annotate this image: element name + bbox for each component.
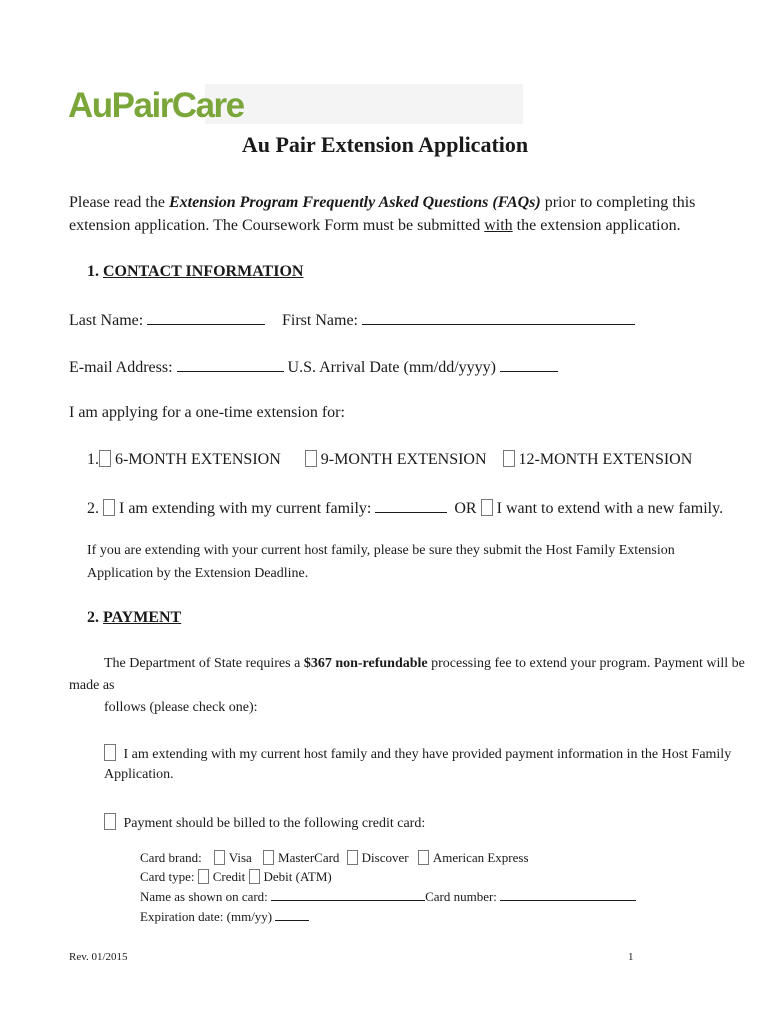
applying-label: I am applying for a one-time extension for: — [69, 404, 345, 421]
payment-option-host: I am extending with my current host family and they have provided payment information in the Host Family — [104, 744, 731, 763]
page-title: Au Pair Extension Application — [241, 132, 529, 157]
current-family-field[interactable] — [375, 498, 447, 513]
checkbox-card-payment[interactable] — [104, 813, 116, 830]
checkbox-credit[interactable] — [198, 869, 209, 884]
fee-statement: The Department of State requires a $367 non-refundable processing fee to extend your program. Payment will be — [104, 656, 745, 671]
checkbox-6-month[interactable] — [99, 450, 111, 467]
fee-statement-cont: made as — [69, 678, 115, 693]
section-1-heading: 1. CONTACT INFORMATION — [87, 263, 304, 280]
payment-option-card: Payment should be billed to the following credit card: — [104, 813, 425, 832]
expiration-field[interactable] — [275, 908, 309, 921]
checkbox-current-family[interactable] — [103, 499, 115, 516]
checkbox-debit[interactable] — [249, 869, 260, 884]
last-name-row: Last Name: — [69, 310, 265, 330]
payment-instructions: follows (please check one): — [104, 700, 258, 715]
email-row: E-mail Address: U.S. Arrival Date (mm/dd/yyyy) — [69, 357, 558, 377]
checkbox-mastercard[interactable] — [263, 850, 274, 865]
card-type-row: Card type: Credit Debit (ATM) — [140, 869, 332, 884]
extension-length-row: 1. 6-MONTH EXTENSION 9-MONTH EXTENSION 12-MONTH EXTENSION — [87, 451, 693, 468]
expiration-row: Expiration date: (mm/yy) — [140, 908, 309, 925]
family-choice-row: 2. I am extending with my current family: OR I want to extend with a new family. — [87, 500, 724, 517]
brand-logo: AuPairCare — [68, 86, 244, 125]
intro-line-1: Please read the Extension Program Frequently Asked Questions (FAQs) prior to completing this — [69, 194, 696, 211]
intro-line-2: extension application. The Coursework Form must be submitted with the extension application. — [69, 217, 681, 234]
checkbox-amex[interactable] — [418, 850, 429, 865]
checkbox-discover[interactable] — [347, 850, 358, 865]
last-name-field[interactable] — [147, 310, 265, 325]
payment-option-host-cont: Application. — [104, 767, 174, 782]
checkbox-new-family[interactable] — [481, 499, 493, 516]
email-field[interactable] — [177, 357, 284, 372]
logo-watermark — [205, 84, 523, 124]
checkbox-9-month[interactable] — [305, 450, 317, 467]
fee-amount: $367 non-refundable — [303, 656, 428, 671]
page-number: 1 — [628, 951, 634, 963]
name-on-card-field[interactable] — [271, 888, 425, 901]
revision-label: Rev. 01/2015 — [69, 951, 128, 963]
card-number-field[interactable] — [500, 888, 636, 901]
card-name-row: Name as shown on card: Card number: — [140, 888, 636, 905]
first-name-field[interactable] — [362, 310, 635, 325]
checkbox-visa[interactable] — [214, 850, 225, 865]
section-2-heading: 2. PAYMENT — [87, 609, 182, 626]
checkbox-12-month[interactable] — [503, 450, 515, 467]
first-name-row: First Name: — [282, 310, 635, 330]
faq-reference: Extension Program Frequently Asked Questions (FAQs) — [168, 194, 541, 211]
checkbox-host-payment[interactable] — [104, 744, 116, 761]
card-brand-row: Card brand: Visa MasterCard Discover American Express — [140, 850, 529, 865]
host-family-note-2: Application by the Extension Deadline. — [87, 566, 309, 581]
host-family-note-1: If you are extending with your current host family, please be sure they submit the Host Family Extension — [87, 543, 675, 558]
arrival-date-field[interactable] — [500, 357, 558, 372]
